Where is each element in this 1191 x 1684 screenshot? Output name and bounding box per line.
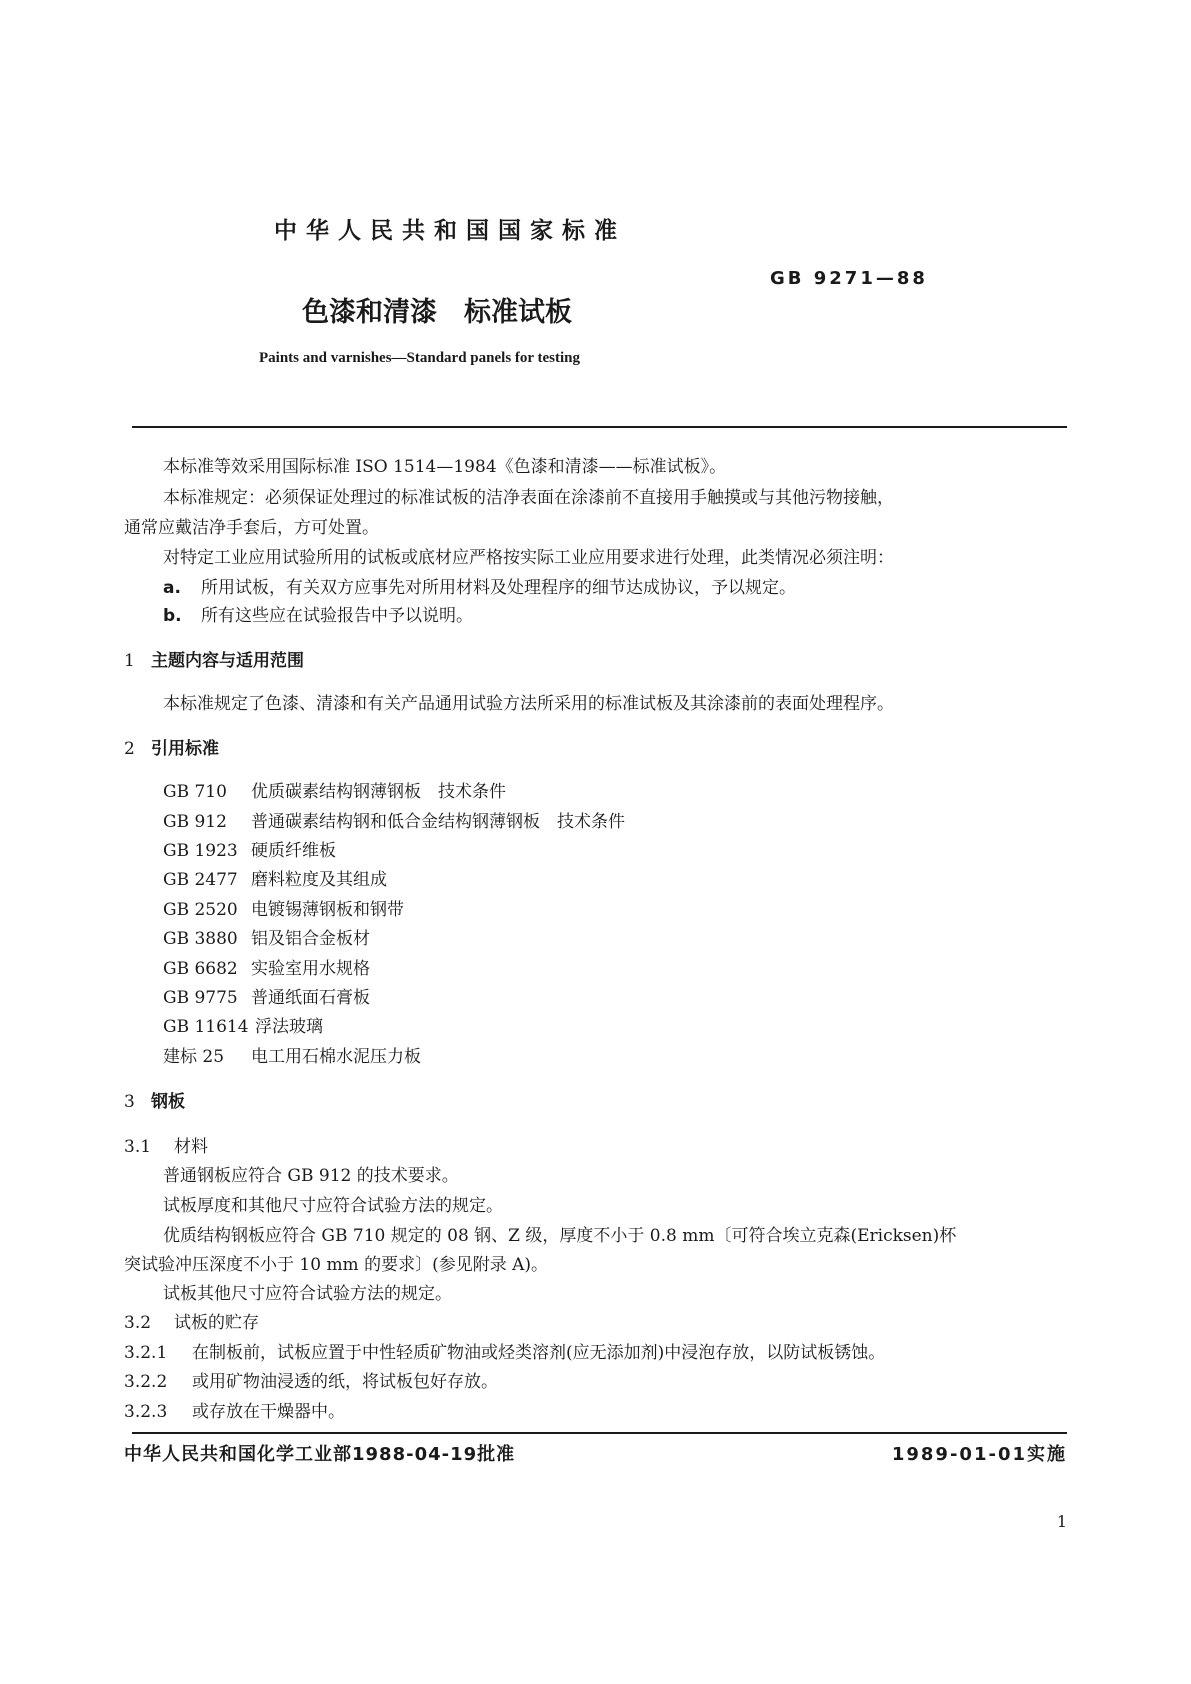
reference-row (163, 776, 506, 808)
section-3-1-heading: 材料 (174, 1137, 208, 1157)
reference-row (163, 835, 336, 867)
reference-code: GB 3880 (163, 929, 238, 949)
reference-row (163, 923, 370, 955)
reference-code: GB 2477 (163, 870, 238, 890)
reference-title: 硬质纤维板 (251, 841, 336, 861)
section-3-1-paragraph-4: 试板其他尺寸应符合试验方法的规定。 (163, 1284, 452, 1304)
reference-title: 普通碳素结构钢和低合金结构钢薄钢板 技术条件 (251, 812, 625, 832)
section-3-2-1-text: 在制板前，试板应置于中性轻质矿物油或烃类溶剂(应无添加剂)中浸泡存放，以防试板锈蚀。 (192, 1343, 886, 1363)
reference-row (163, 864, 387, 896)
list-item-a: 所用试板，有关双方应事先对所用材料及处理程序的细节达成协议，予以规定。 (201, 578, 796, 598)
section-3-number: 3 (124, 1092, 135, 1112)
section-3-2-2-number: 3.2.2 (124, 1372, 168, 1392)
reference-title: 实验室用水规格 (251, 959, 370, 979)
section-3-1-paragraph-2: 试板厚度和其他尺寸应符合试验方法的规定。 (163, 1196, 503, 1216)
intro-paragraph-2-line2: 通常应戴洁净手套后，方可处置。 (124, 518, 379, 538)
page-number: 1 (1056, 1512, 1067, 1531)
reference-title: 磨料粒度及其组成 (251, 870, 387, 890)
reference-code: GB 9775 (163, 988, 238, 1008)
section-3-2-2-text: 或用矿物油浸透的纸，将试板包好存放。 (192, 1372, 498, 1392)
document-title-cn: 色漆和清漆 标准试板 (302, 297, 572, 328)
reference-title: 优质碳素结构钢薄钢板 技术条件 (251, 782, 506, 802)
list-label-a: a. (163, 578, 181, 598)
section-2-number: 2 (124, 739, 135, 759)
list-label-b: b. (163, 606, 182, 626)
reference-title: 电镀锡薄钢板和钢带 (251, 900, 404, 920)
section-1-heading: 主题内容与适用范围 (151, 651, 304, 671)
reference-row (163, 806, 625, 838)
section-3-1-paragraph-1: 普通钢板应符合 GB 912 的技术要求。 (163, 1166, 459, 1186)
section-3-2-1-number: 3.2.1 (124, 1343, 168, 1363)
footer-divider (132, 1432, 1067, 1434)
section-3-1-paragraph-3-line2: 突试验冲压深度不小于 10 mm 的要求〕(参见附录 A)。 (124, 1255, 549, 1275)
intro-paragraph-1: 本标准等效采用国际标准 ISO 1514—1984《色漆和清漆——标准试板》。 (163, 457, 727, 477)
section-1-number: 1 (124, 651, 135, 671)
reference-code: GB 912 (163, 812, 227, 832)
section-3-2-3-number: 3.2.3 (124, 1402, 168, 1422)
effective-date: 1989-01-01实施 (891, 1444, 1067, 1465)
list-item-b: 所有这些应在试验报告中予以说明。 (201, 606, 473, 626)
reference-row (163, 953, 370, 985)
reference-title: 浮法玻璃 (255, 1017, 323, 1037)
reference-code: GB 2520 (163, 900, 238, 920)
reference-code: 建标 25 (163, 1047, 225, 1067)
reference-row (163, 982, 370, 1014)
reference-code: GB 710 (163, 782, 227, 802)
intro-paragraph-3: 对特定工业应用试验所用的试板或底材应严格按实际工业应用要求进行处理，此类情况必须注明： (163, 548, 894, 568)
standard-number: GB 9271—88 (770, 268, 928, 289)
approval-statement: 中华人民共和国化学工业部1988-04-19批准 (124, 1444, 516, 1465)
section-3-1-number: 3.1 (124, 1137, 152, 1157)
reference-row (163, 894, 404, 926)
reference-title: 铝及铝合金板材 (251, 929, 370, 949)
national-standard-title: 中华人民共和国国家标准 (274, 218, 626, 244)
reference-code: GB 1923 (163, 841, 238, 861)
section-3-1-paragraph-3-line1: 优质结构钢板应符合 GB 710 规定的 08 钢、Z 级，厚度不小于 0.8 mm〔可符合埃立克森(Ericksen)杯 (163, 1226, 957, 1246)
section-1-text: 本标准规定了色漆、清漆和有关产品通用试验方法所采用的标准试板及其涂漆前的表面处理程序。 (163, 694, 894, 714)
reference-row (163, 1041, 421, 1073)
section-3-2-3-text: 或存放在干燥器中。 (192, 1402, 345, 1422)
reference-title: 普通纸面石膏板 (251, 988, 370, 1008)
intro-paragraph-2-line1: 本标准规定：必须保证处理过的标准试板的洁净表面在涂漆前不直接用手触摸或与其他污物接触， (163, 488, 894, 508)
reference-title: 电工用石棉水泥压力板 (251, 1047, 421, 1067)
reference-code: GB 11614 (163, 1017, 249, 1037)
section-3-2-heading: 试板的贮存 (174, 1313, 259, 1333)
reference-code: GB 6682 (163, 959, 238, 979)
reference-row (163, 1011, 323, 1043)
header-divider (132, 426, 1067, 428)
section-3-2-number: 3.2 (124, 1313, 152, 1333)
section-3-heading: 钢板 (151, 1092, 185, 1112)
section-2-heading: 引用标准 (151, 739, 219, 759)
document-title-en: Paints and varnishes—Standard panels for testing (259, 350, 581, 366)
